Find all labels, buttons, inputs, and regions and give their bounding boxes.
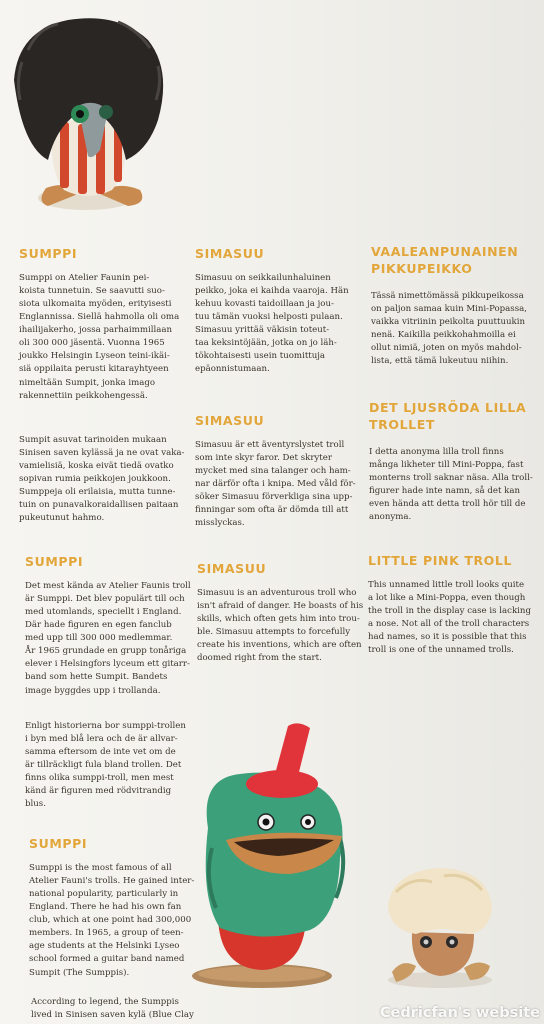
heading-sumppi-en: SUMPPI	[29, 836, 88, 851]
little-pink-troll-figure	[382, 862, 498, 990]
paragraph-pink-troll-sv: I detta anonyma lilla troll finns många likheter till Mini-Poppa, fast monterns troll saknar näsa. Alla troll- figurer hade inte namn, så det kan even hända att detta troll hör till de anonyma.	[369, 447, 533, 523]
heading-simasuu-fi: SIMASUU	[195, 246, 265, 261]
paragraph-sumppi-sv-2: Enligt historierna bor sumppi-trollen i byn med blå lera och de är allvar- samma eftersom de inte vet om de är tillräckligt fula bland trollen. Det finns olika sumppi-troll, men mest känd är figuren med rödvitrandig blus.	[25, 721, 186, 810]
paragraph-simasuu-en: Simasuu is an adventurous troll who isn't afraid of danger. He boasts of his skills, which often gets him into trou- ble. Simasuu attempts to forcefully create his inventions, which are often doomed right from the start.	[197, 588, 364, 664]
heading-pink-troll-sv: DET LJUSRÖDA LILLA TROLLET	[369, 400, 527, 432]
paragraph-sumppi-en-1: Sumppi is the most famous of all Atelier Fauni's trolls. He gained inter- national popularity, particularly in England. There he had his own fan club, which at one point had 300,000 members. In 1965, a group of teen- age students at the Helsinki Lyseo school formed a guitar band named Sumpit (The Sumppis).	[29, 863, 195, 978]
paragraph-pink-troll-fi: Tässä nimettömässä pikkupeikossa on paljon samaa kuin Mini-Popassa, vaikka vitriinin peikolta puuttuukin nenä. Kaikilla peikkohahmoilla ei ollut nimiä, joten on myös mahdol- lista, että tämä lukeutuu niihin.	[371, 291, 527, 367]
sumppi-troll-figure	[8, 10, 168, 215]
heading-simasuu-sv: SIMASUU	[195, 413, 265, 428]
paragraph-pink-troll-en: This unnamed little troll looks quite a lot like a Mini-Poppa, even though the troll in the display case is lacking a nose. Not all of the troll characters had names, so it is possible that this troll is one of the unnamed trolls.	[368, 580, 531, 656]
heading-pink-troll-en: LITTLE PINK TROLL	[368, 553, 513, 568]
paragraph-simasuu-fi: Simasuu on seikkailunhaluinen peikko, joka ei kaihda vaaroja. Hän kehuu kovasti taidoillaan ja jou- tuu tämän vuoksi helposti pulaan. Simasuu yrittää väkisin toteut- taa keksintöjään, jotka on jo läh- tökohtaisesti usein tuomittuja epäonnistumaan.	[195, 273, 349, 375]
heading-pink-troll-fi: VAALEANPUNAINEN PIKKUPEIKKO	[371, 244, 519, 276]
paragraph-sumppi-en-2: According to legend, the Sumppis lived in Sinisen saven kylä (Blue Clay	[31, 997, 194, 1021]
watermark: Cedricfan's website	[379, 1005, 540, 1021]
heading-simasuu-en: SIMASUU	[197, 561, 267, 576]
paragraph-sumppi-sv-1: Det mest kända av Atelier Faunis troll är Sumppi. Det blev populärt till och med utomlands, speciellt i England. Där hade figuren en egen fanclub med upp till 300 000 medlemmar. År 1965 grundade en grupp tonåriga elever i Helsingfors lyceum ett gitarr- band som hette Sumpit. Bandets image byggdes upp i trollanda.	[25, 581, 191, 696]
simasuu-troll-figure	[190, 718, 365, 996]
paragraph-sumppi-fi-2: Sumpit asuvat tarinoiden mukaan Sinisen saven kylässä ja ne ovat vaka- vamielisiä, koska eivät tiedä ovatko sopivan rumia peikkojen joukkoon. Sumppeja oli erilaisia, mutta tunne- tuin on punavalkoraidallisen paitaan pukeutunut hahmo.	[19, 435, 185, 524]
paragraph-simasuu-sv: Simasuu är ett äventyrslystet troll som inte skyr faror. Det skryter mycket med sina talanger och ham- nar därför ofta i knipa. Med våld för- söker Simasuu förverkliga sina upp- finningar som ofta är dömda till att misslyckas.	[195, 440, 356, 529]
heading-sumppi-sv: SUMPPI	[25, 554, 84, 569]
heading-sumppi-fi: SUMPPI	[19, 246, 78, 261]
paragraph-sumppi-fi-1: Sumppi on Atelier Faunin pei- koista tunnetuin. Se saavutti suo- siota ulkomaita myöden, erityisesti Englannissa. Siellä hahmolla oli oma ihailijakerho, jossa parhaimmillaan oli 300 000 jäsentä. Vuonna 1965 joukko Helsingin Lyseon teini-ikäi- siä oppilaita perusti kitarayhtyeen nimeltään Sumpit, jonka imago rakennettiin peikkohengessä.	[19, 273, 180, 401]
